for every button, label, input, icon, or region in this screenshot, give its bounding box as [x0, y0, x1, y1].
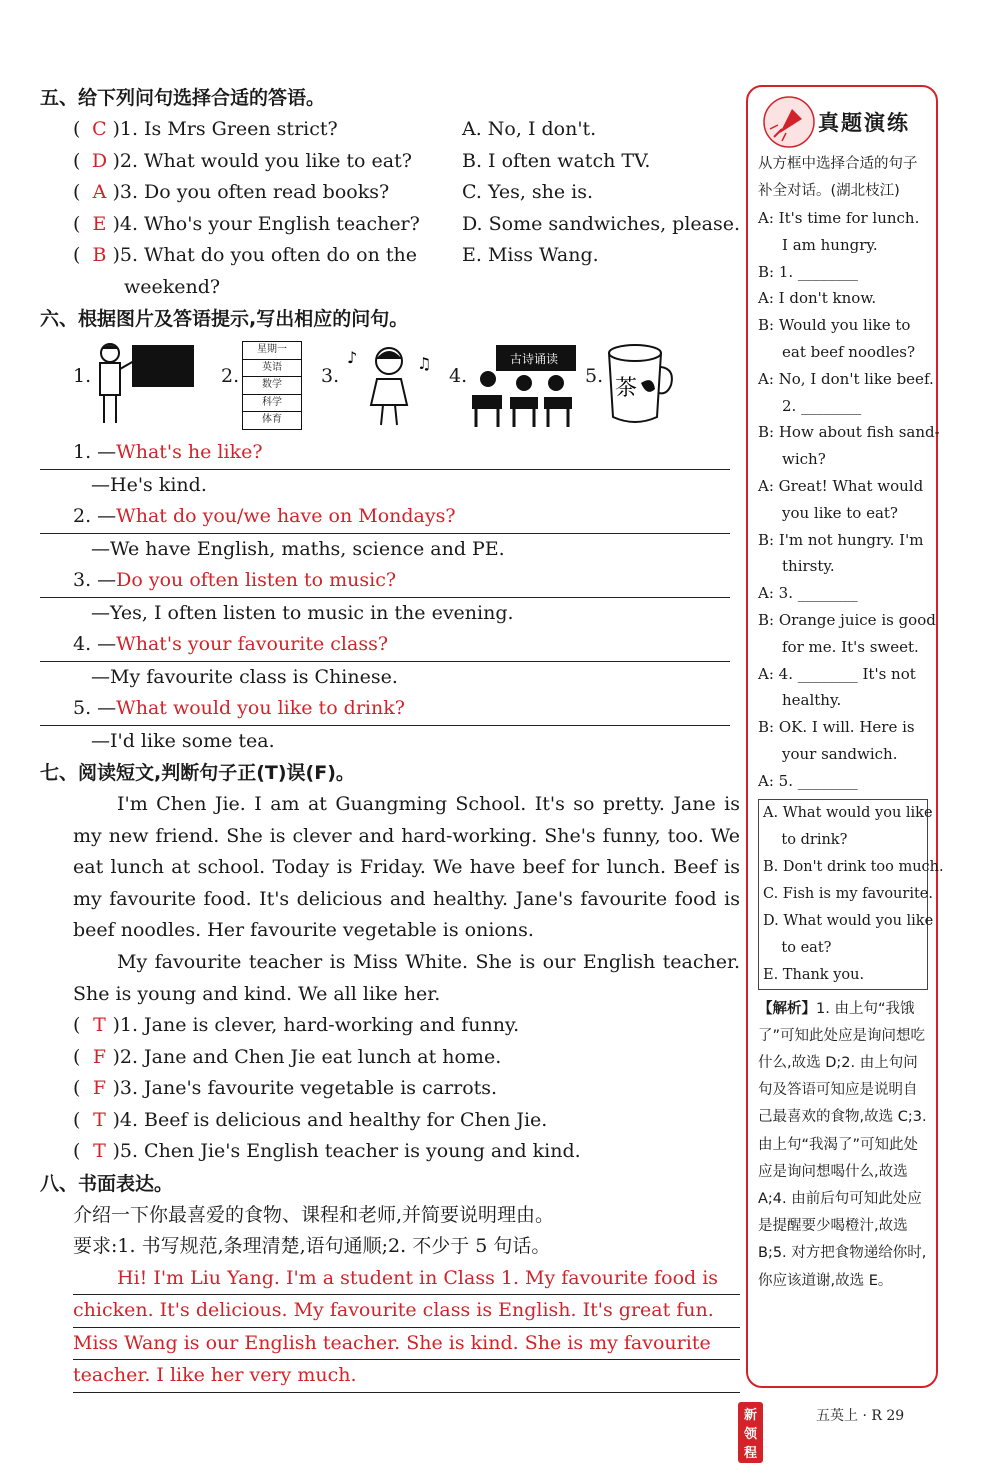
schedule-table [242, 341, 302, 430]
pic4-board-text: 古诗诵读 [510, 352, 559, 366]
paren-open: ( [73, 1140, 87, 1163]
box-option: C. Fish is my favourite. [763, 885, 933, 902]
pic-label-1: 1. [73, 365, 92, 387]
reading-paragraph-2: My favourite teacher is Miss White. She is our English teacher. She is young and kind. We all like her. [73, 950, 740, 1005]
girl-music-image [343, 339, 435, 429]
sidebar-title: 真题演练 [818, 111, 910, 135]
dialog-line: you like to eat? [782, 503, 898, 522]
paren-open: ( [73, 212, 87, 235]
section-5-title: 五、给下列问句选择合适的答语。 [40, 87, 326, 109]
answer-option: A. No, I don't. [462, 118, 597, 140]
question-line [40, 565, 730, 598]
match-question [73, 240, 493, 272]
sidebar-intro: 从方框中选择合适的句子补全对话。 [758, 156, 918, 199]
judge-statement: )2. Jane and Chen Jie eat lunch at home. [112, 1045, 502, 1068]
dialog-line: B: I'm not hungry. I'm [758, 530, 924, 549]
box-option: B. Don't drink too much. [763, 858, 944, 875]
dialog-line: B: OK. I will. Here is [758, 718, 915, 737]
judge-statement: )5. Chen Jie's English teacher is young and kind. [112, 1140, 581, 1163]
judge-statement: )3. Jane's favourite vegetable is carrots. [112, 1077, 498, 1100]
question-number: 5. — [73, 697, 117, 719]
match-row [40, 209, 740, 241]
pic-label-4: 4. [449, 365, 468, 387]
dialog-list [758, 205, 940, 795]
essay-answer [73, 1263, 740, 1393]
dialog-line: 2. ________ [782, 396, 862, 415]
dialog-line: I am hungry. [782, 235, 878, 254]
box-option: D. What would you like [763, 912, 934, 929]
written-question: Do you often listen to music? [116, 569, 397, 591]
dialog-line: B: 1. ________ [758, 262, 858, 281]
judge-row [40, 1010, 740, 1042]
judge-statement: )4. Beef is delicious and healthy for Chen Jie. [112, 1108, 548, 1131]
match-question [73, 177, 493, 209]
paren-open: ( [73, 1014, 87, 1037]
schedule-cell: 体育 [262, 414, 282, 425]
given-answer: —He's kind. [91, 473, 207, 496]
match-answer: D [91, 149, 108, 172]
dialog-line: healthy. [782, 691, 842, 710]
match-answer: B [92, 244, 107, 266]
given-answer: —Yes, I often listen to music in the evening. [91, 601, 514, 624]
dialog-line: for me. It's sweet. [782, 637, 919, 656]
dialog-line: your sandwich. [782, 744, 898, 763]
paren-open: ( [73, 1077, 87, 1100]
practice-sidebar [746, 85, 944, 1388]
match-answer: C [92, 118, 107, 140]
question-text: )4. Who's your English teacher? [112, 212, 420, 235]
main-content [40, 82, 740, 1393]
written-question: What would you like to drink? [116, 697, 405, 719]
dialog-line: A: Great! What would [758, 476, 924, 495]
given-answer: —I'd like some tea. [91, 729, 275, 752]
answer-option: B. I often watch TV. [462, 149, 651, 172]
paren-open: ( [73, 181, 87, 203]
question-number: 1. — [73, 441, 117, 463]
question-text: )5. What do you often do on the [112, 244, 417, 266]
dialog-line: eat beef noodles? [782, 342, 916, 361]
judge-answer: F [92, 1077, 107, 1100]
explanation-text: 1. 由上句“我饿了”可知此处应是询问想吃什么,故选 D;2. 由上句问句及答语可知应是说明自己最喜欢的食物,故选 C;3. 由上句“我渴了”可知此处应是询问想喝什么,故选 A;4. 由前后句可知此处应是提醒要少喝橙汁,故选 B;5. 对方把食物递给你时,你应该道谢,故选 E。 [758, 1000, 927, 1289]
question-text: )2. What would you like to eat? [112, 149, 412, 172]
pic-label-2: 2. [221, 365, 240, 387]
answer-option: D. Some sandwiches, please. [462, 212, 741, 235]
judge-row [40, 1073, 740, 1105]
judge-row [40, 1042, 740, 1074]
writing-requirements: 要求:1. 书写规范,条理清楚,语句通顺;2. 不少于 5 句话。 [73, 1235, 551, 1258]
paren-open: ( [73, 149, 87, 172]
box-option: A. What would you like [763, 804, 933, 821]
match-answer: A [92, 181, 107, 203]
paren-open: ( [73, 118, 87, 140]
section-6-title: 六、根据图片及答语提示,写出相应的问句。 [40, 308, 409, 330]
section-8-title: 八、书面表达。 [40, 1172, 174, 1195]
answer-option: E. Miss Wang. [462, 244, 599, 266]
given-answer: —We have English, maths, science and PE. [91, 537, 505, 560]
dialog-line: A: No, I don't like beef. [758, 369, 934, 388]
essay-line: chicken. It's delicious. My favourite class is English. It's great fun. [73, 1295, 740, 1328]
match-answer: E [92, 212, 107, 235]
question-number: 3. — [73, 569, 117, 591]
rocket-icon [762, 95, 816, 149]
written-question: What's your favourite class? [116, 633, 389, 655]
judge-row [40, 1136, 740, 1168]
question-text: )1. Is Mrs Green strict? [112, 118, 338, 140]
essay-line: teacher. I like her very much. [73, 1360, 740, 1393]
judge-row [40, 1105, 740, 1137]
dialog-line: B: How about fish sand- [758, 423, 940, 442]
match-row [40, 240, 740, 272]
dialog-line: A: I don't know. [758, 289, 877, 308]
paren-open: ( [73, 244, 87, 266]
dialog-line: B: Orange juice is good [758, 610, 936, 629]
section-7-title: 七、阅读短文,判断句子正(T)误(F)。 [40, 762, 355, 784]
question-5-continuation: weekend? [124, 275, 221, 298]
match-row [40, 177, 740, 209]
judge-answer: T [93, 1140, 106, 1163]
sidebar-header [758, 91, 928, 151]
svg-text:♫: ♫ [417, 354, 432, 373]
classroom-reading-image [468, 339, 580, 429]
question-number: 2. — [73, 505, 117, 527]
dialog-line: wich? [782, 450, 826, 469]
essay-line: Miss Wang is our English teacher. She is kind. She is my favourite [73, 1328, 740, 1361]
judge-answer: F [92, 1045, 107, 1068]
match-question [73, 114, 493, 146]
dialog-line: B: Would you like to [758, 316, 911, 335]
box-option: to drink? [763, 831, 848, 848]
teacher-blackboard-image [92, 339, 196, 429]
match-question [73, 146, 493, 178]
picture-prompts [40, 339, 740, 431]
dialog-line: A: It's time for lunch. [758, 209, 920, 227]
judge-answer: T [93, 1014, 106, 1037]
written-question: What's he like? [116, 441, 263, 463]
reading-paragraph-1: I'm Chen Jie. I am at Guangming School. It's so pretty. Jane is my new friend. She is clever and hard-working. She's funny, too. We eat lunch at school. Today is Friday. We have beef for lunch. Beef is my favourite food. It's delicious and healthy. Jane's favourite food is beef noodles. Her favourite vegetable is onions. [73, 793, 740, 942]
question-line [40, 501, 730, 534]
given-answer: —My favourite class is Chinese. [91, 665, 398, 688]
question-line [40, 629, 730, 662]
schedule-cell: 科学 [243, 395, 301, 413]
box-option: E. Thank you. [763, 966, 865, 983]
pic-label-5: 5. [585, 365, 604, 387]
explanation [758, 996, 928, 1295]
writing-prompt: 介绍一下你最喜爱的食物、课程和老师,并简要说明理由。 [73, 1203, 555, 1226]
dialog-line: A: 4. ________ It's not [758, 664, 916, 683]
pic5-cup-text: 茶 [615, 376, 638, 401]
judge-statement: )1. Jane is clever, hard-working and funny. [112, 1014, 520, 1037]
page-number: 五英上 · R 29 [816, 1408, 905, 1424]
tea-cup-image [605, 339, 677, 429]
written-question: What do you/we have on Mondays? [116, 505, 456, 527]
question-number: 4. — [73, 633, 117, 655]
answer-option: C. Yes, she is. [462, 181, 594, 203]
paren-open: ( [73, 1108, 87, 1131]
question-line [40, 437, 730, 470]
match-question [73, 209, 493, 241]
schedule-cell: 英语 [243, 360, 301, 378]
paren-open: ( [73, 1045, 87, 1068]
dialog-line: A: 3. ________ [758, 584, 858, 603]
sidebar-source: (湖北枝江) [830, 183, 900, 199]
essay-line: Hi! I'm Liu Yang. I'm a student in Class 1. My favourite food is [73, 1263, 740, 1296]
schedule-cell: 数学 [243, 377, 301, 395]
dialog-line: thirsty. [782, 557, 835, 576]
match-row [40, 114, 740, 146]
svg-text:♪: ♪ [347, 348, 358, 367]
pic-label-3: 3. [321, 365, 340, 387]
sidebar-instructions [758, 151, 928, 205]
box-option: to eat? [763, 939, 832, 956]
judge-answer: T [93, 1108, 106, 1131]
publisher-logo: 新领程 [738, 1402, 763, 1463]
question-line [40, 693, 730, 726]
schedule-cell: 星期一 [243, 342, 301, 360]
explanation-tag: 【解析】 [758, 1000, 816, 1017]
dialog-line: A: 5. ________ [758, 771, 858, 790]
options-box [758, 799, 944, 990]
match-row [40, 146, 740, 178]
question-text: )3. Do you often read books? [112, 181, 390, 203]
